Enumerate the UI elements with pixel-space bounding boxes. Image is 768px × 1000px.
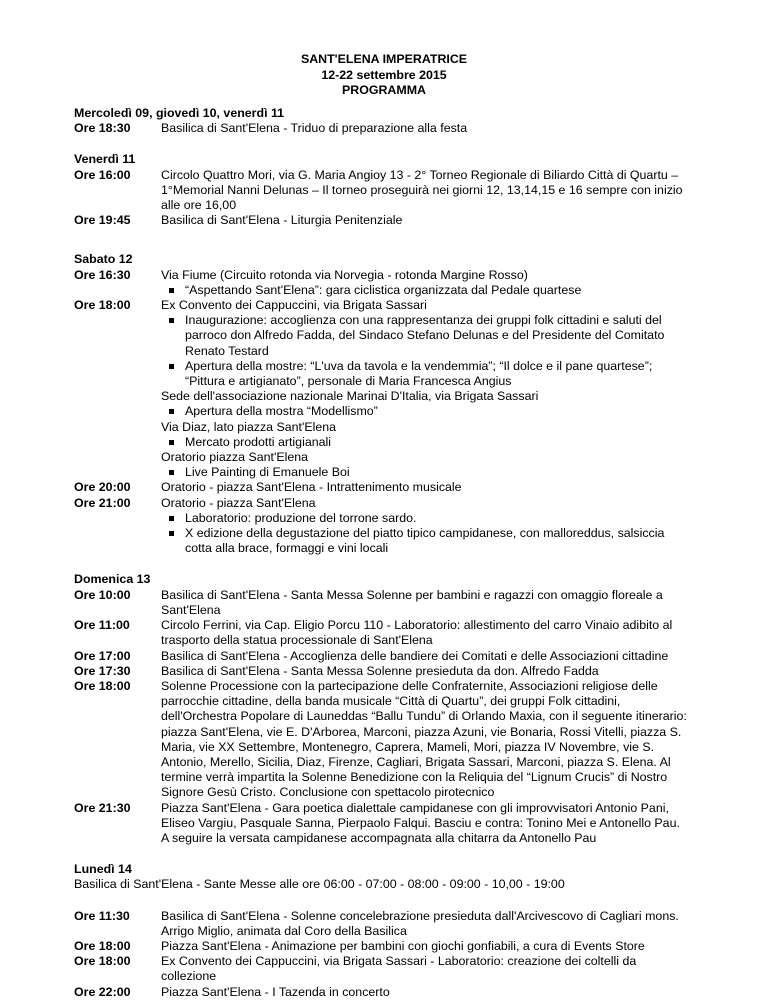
event-time: Ore 11:30 [74, 908, 130, 923]
event-time: Ore 18:30 [74, 121, 131, 136]
event-text [161, 168, 714, 214]
bullet-square-icon [169, 516, 174, 521]
event-time: Ore 17:30 [74, 663, 131, 678]
bullet-square-icon [169, 288, 174, 293]
event-time: Ore 17:00 [74, 648, 131, 663]
document-program-label: PROGRAMMA [342, 83, 426, 97]
day-block-lunedi [74, 862, 714, 1000]
event-row [74, 618, 714, 648]
event-row [74, 985, 714, 1000]
event-text: Basilica di Sant'Elena - Santa Messa Solenne presieduta da don. Alfredo Fadda [161, 663, 599, 678]
bullet-item: Mercato prodotti artigianali [161, 435, 714, 450]
event-text: Piazza Sant'Elena - Gara poetica dialettale campidanese con gli improvvisatori Antonio Pani, Eliseo Vargiu, Pasquale Sanna, Pierpaolo Falqui. Basciu e contra: Tonino Mei e Antonello Pau. A seguire la versata campidanese accompagnata alla chitarra da Antonello Pau [161, 800, 680, 845]
venue-line: Oratorio piazza Sant'Elena [161, 450, 309, 465]
event-time: Ore 16:30 [74, 267, 131, 282]
event-time: Ore 22:00 [74, 984, 131, 999]
event-time: Ore 18:00 [74, 678, 131, 693]
event-row [74, 679, 714, 801]
bullet-item: X edizione della degustazione del piatto tipico campidanese, con malloreddus, salsiccia cotta alla brace, formaggi e vini locali [161, 526, 714, 556]
bullet-square-icon [169, 470, 174, 475]
masses-line: Basilica di Sant'Elena - Sante Messe alle ore 06:00 - 07:00 - 08:00 - 09:00 - 10,00 - 19:00 [74, 877, 565, 892]
text-line: Circolo Quattro Mori, via G. Maria Angioy 13 - 2° Torneo Regionale di Biliardo Città di Quartu – [161, 167, 679, 182]
bullet-item: Apertura della mostra “Modellismo” [161, 404, 714, 419]
event-text: Basilica di Sant'Elena - Triduo di preparazione alla festa [161, 121, 468, 136]
bullet-square-icon [169, 364, 174, 369]
event-text: Basilica di Sant'Elena - Solenne concelebrazione presieduta dall'Arcivescovo di Cagliari mons. Arrigo Miglio, animata dal Coro della Basilica [161, 908, 679, 938]
event-text: Piazza Sant'Elena - I Tazenda in concerto [161, 984, 390, 999]
event-text: Oratorio - piazza Sant'Elena [161, 495, 316, 510]
day-block-venerdi [74, 152, 714, 228]
day-heading: Sabato 12 [74, 252, 133, 267]
text-line: alle ore 16,00 [161, 198, 237, 213]
event-time: Ore 11:00 [74, 618, 130, 633]
text-line: 1°Memorial Nanni Delunas – Il torneo proseguirà nei giorni 12, 13,14,15 e 16 sempre con inizio [161, 182, 683, 197]
event-row [74, 496, 714, 557]
day-block-mercoledi [74, 106, 714, 136]
day-block-domenica [74, 572, 714, 846]
bullet-square-icon [169, 318, 174, 323]
event-row [74, 298, 714, 480]
day-heading: Mercoledì 09, giovedì 10, venerdì 11 [74, 106, 285, 120]
event-row [74, 168, 714, 214]
program-content [74, 106, 714, 1000]
bullet-item: Live Painting di Emanuele Boi [161, 465, 714, 480]
bullet-item: Apertura della mostre: “L'uva da tavola e la vendemmia”; “Il dolce e il pane quartese”; “Pittura e artigianato”, personale di Maria Francesca Angius [161, 359, 714, 389]
event-row [74, 121, 714, 136]
event-row [74, 664, 714, 679]
bullet-square-icon [169, 531, 174, 536]
event-time: Ore 21:30 [74, 800, 131, 815]
event-time: Ore 10:00 [74, 587, 131, 602]
event-row [74, 588, 714, 618]
bullet-item: Laboratorio: produzione del torrone sardo. [161, 511, 714, 526]
bullet-item: Inaugurazione: accoglienza con una rappresentanza dei gruppi folk cittadini e saluti del parroco don Alfredo Fadda, del Sindaco Stefano Delunas e del Presidente del Comitato Renato Testard [161, 313, 714, 359]
event-time: Ore 18:00 [74, 298, 131, 313]
event-text: Circolo Ferrini, via Cap. Eligio Porcu 110 - Laboratorio: allestimento del carro Vinaio adibito al trasporto della statua processionale di Sant'Elena [161, 618, 673, 648]
event-text: Via Fiume (Circuito rotonda via Norvegia - rotonda Margine Rosso) [161, 267, 528, 282]
bullet-square-icon [169, 440, 174, 445]
event-text: Piazza Sant'Elena - Animazione per bambini con giochi gonfiabili, a cura di Events Store [161, 938, 645, 953]
event-text: Basilica di Sant'Elena - Santa Messa Solenne per bambini e ragazzi con omaggio floreale a Sant'Elena [161, 587, 663, 617]
event-row [74, 213, 714, 228]
bullet-square-icon [169, 409, 174, 414]
event-text: Basilica di Sant'Elena - Accoglienza delle bandiere dei Comitati e delle Associazioni cittadine [161, 648, 669, 663]
day-block-sabato [74, 252, 714, 556]
event-time: Ore 16:00 [74, 167, 131, 182]
event-text: Oratorio - piazza Sant'Elena - Intrattenimento musicale [161, 480, 462, 495]
venue-line: Via Diaz, lato piazza Sant'Elena [161, 419, 337, 434]
event-time: Ore 21:00 [74, 495, 131, 510]
event-time: Ore 18:00 [74, 938, 131, 953]
venue-line: Sede dell'associazione nazionale Marinai D'Italia, via Brigata Sassari [161, 389, 539, 404]
event-time: Ore 18:00 [74, 954, 131, 969]
event-time: Ore 20:00 [74, 480, 131, 495]
event-text: Basilica di Sant'Elena - Liturgia Penitenziale [161, 213, 403, 228]
event-text: Ex Convento dei Cappuccini, via Brigata Sassari - Laboratorio: creazione dei coltelli da collezione [161, 954, 637, 984]
event-row [74, 268, 714, 298]
document-header [0, 52, 768, 99]
document-title: SANT'ELENA IMPERATRICE [300, 52, 468, 66]
event-row [74, 649, 714, 664]
event-time: Ore 19:45 [74, 213, 131, 228]
day-heading: Lunedì 14 [74, 862, 132, 877]
event-row [74, 801, 714, 847]
bullet-item: “Aspettando Sant'Elena”: gara ciclistica organizzata dal Pedale quartese [161, 283, 714, 298]
event-row [74, 480, 714, 495]
event-row [74, 954, 714, 984]
event-row [74, 909, 714, 939]
day-heading: Venerdì 11 [74, 152, 136, 167]
day-heading: Domenica 13 [74, 572, 151, 587]
event-text: Solenne Processione con la partecipazione delle Confraternite, Associazioni religiose delle parrocchie cittadine, della banda musicale “Città di Quartu”, dei gruppi Folk cittadini, dell'Orchestra Popolare di Launeddas “Ballu Tundu” di Orlando Maxia, con il seguente itinerario: piazza Sant'Elena, vie E. D'Arborea, Marconi, piazza Azuni, vie Bonaria, Rossi Vitelli, piazza S. Maria, vie XX Settembre, Montenegro, Caprera, Mameli, Mori, piazza IV Novembre, vie S. Antonio, Merello, Sicilia, Diaz, Firenze, Cagliari, Brigata Sassari, Marconi, piazza S. Elena. Al termine verrà impartita la Solenne Benedizione con la Reliquia del “Lignum Crucis” di Nostro Signore Gesù Cristo. Conclusione con spettacolo pirotecnico [161, 678, 687, 800]
document-dates: 12-22 settembre 2015 [321, 67, 447, 82]
event-text: Ex Convento dei Cappuccini, via Brigata Sassari [161, 298, 427, 313]
event-row [74, 939, 714, 954]
